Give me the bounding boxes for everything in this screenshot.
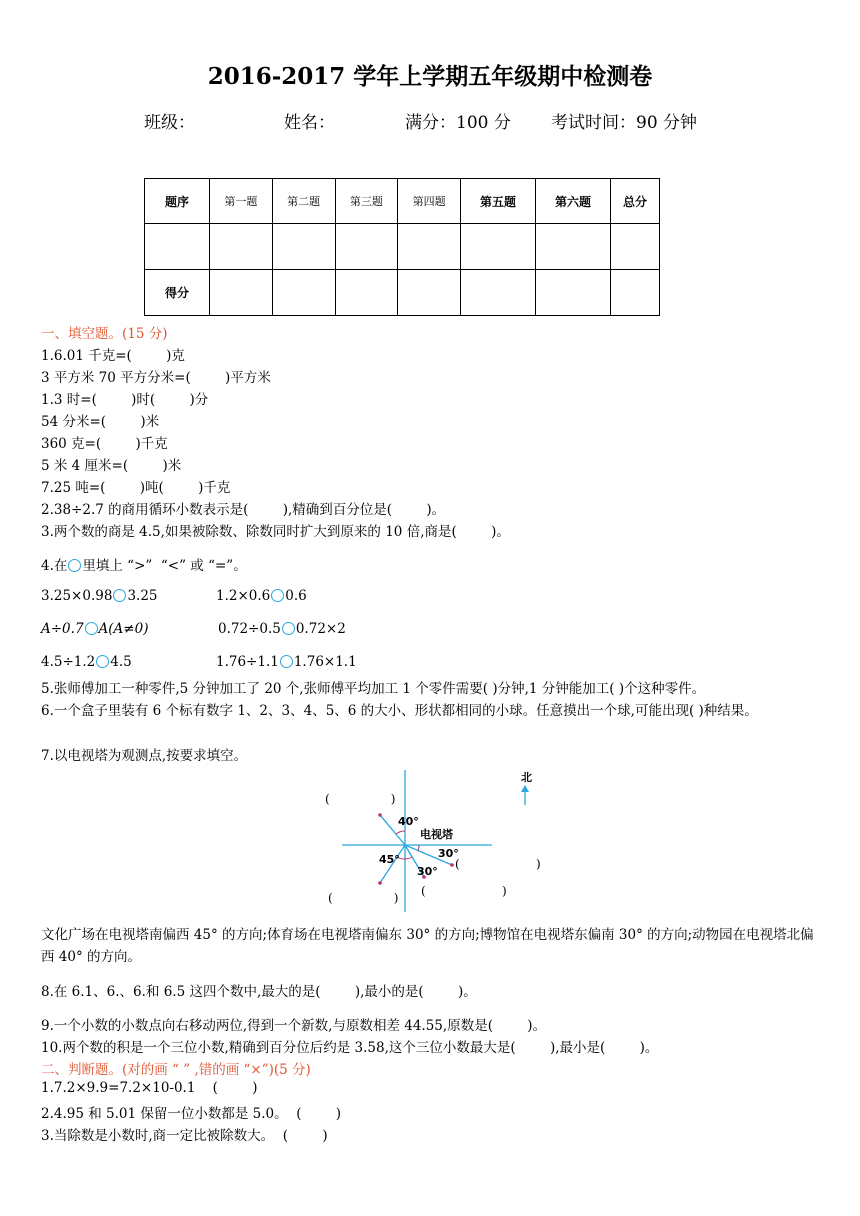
question-line: 1.6.01 千克=( )克 xyxy=(41,348,185,364)
exam-time: 考试时间：90 分钟 xyxy=(551,113,698,133)
score-row-label: 得分 xyxy=(145,270,210,316)
blank-south-east: ( ) xyxy=(421,884,507,898)
point-sw xyxy=(378,881,382,885)
full-score: 满分：100 分 xyxy=(405,113,511,133)
arc-s-east xyxy=(405,857,412,859)
section1-heading: 一、填空题。(15 分) xyxy=(41,326,168,342)
question-8: 8.在 6.1、6.、6.和 6.5 这四个数中,最大的是( ),最小的是( )。 xyxy=(41,984,477,1000)
arc-es xyxy=(418,845,419,851)
name-label: 姓名： xyxy=(284,113,335,133)
question-7-description: 文化广场在电视塔南偏西 45° 的方向;体育场在电视塔南偏东 30° 的方向;博物馆在电视塔东偏南 30° 的方向;动物园在电视塔北偏西 40° 的方向。 xyxy=(41,927,814,965)
compare-item: A÷0.7 A(A≠0) xyxy=(41,621,149,637)
blank-sw: ( ) xyxy=(328,891,399,905)
question-line: 54 分米=( )米 xyxy=(41,414,160,430)
label-angle-sw: 45° xyxy=(379,853,400,866)
question-2: 2.38÷2.7 的商用循环小数表示是( ),精确到百分位是( )。 xyxy=(41,502,446,518)
blank-nw: ( ) xyxy=(325,792,396,806)
score-table xyxy=(144,178,660,316)
label-angle-nw: 40° xyxy=(398,815,419,828)
question-line: 360 克=( )千克 xyxy=(41,436,168,452)
question-line: 7.25 吨=( )吨( )千克 xyxy=(41,480,231,496)
compare-circle-icon xyxy=(68,559,81,572)
compare-circle-icon[interactable] xyxy=(85,622,98,635)
question-3: 3.两个数的商是 4.5,如果被除数、除数同时扩大到原来的 10 倍,商是( )。 xyxy=(41,524,510,540)
table-header: 题序 xyxy=(145,179,210,224)
question-5: 5.张师傅加工一种零件,5 分钟加工了 20 个,张师傅平均加工 1 个零件需要( )分钟,1 分钟能加工( )个这种零件。 xyxy=(41,681,706,697)
label-angle-es: 30° xyxy=(438,847,459,860)
label-north: 北 xyxy=(521,771,532,784)
blank-east: ( ) xyxy=(455,857,541,871)
compare-item: 0.72÷0.5 0.72×2 xyxy=(218,621,346,637)
table-header: 第一题 xyxy=(210,179,273,224)
question-line: 1.3 时=( )时( )分 xyxy=(41,392,209,408)
table-header: 第六题 xyxy=(536,179,611,224)
question-6: 6.一个盒子里装有 6 个标有数字 1、2、3、4、5、6 的大小、形状都相同的小球。任意摸出一个球,可能出现( )种结果。 xyxy=(41,703,758,719)
judge-item: 2.4.95 和 5.01 保留一位小数都是 5.0。 ( ) xyxy=(41,1106,342,1122)
point-e-south xyxy=(450,863,454,867)
table-header: 第二题 xyxy=(272,179,335,224)
compare-circle-icon[interactable] xyxy=(96,655,109,668)
direction-diagram xyxy=(300,765,560,915)
question-line: 3 平方米 70 平方分米=( )平方米 xyxy=(41,370,271,386)
question-line: 5 米 4 厘米=( )米 xyxy=(41,458,182,474)
arc-nw xyxy=(396,831,405,834)
question-9: 9.一个小数的小数点向右移动两位,得到一个新数,与原数相差 44.55,原数是( )。 xyxy=(41,1018,547,1034)
compare-circle-icon[interactable] xyxy=(282,622,295,635)
class-label: 班级： xyxy=(144,113,195,133)
point-nw xyxy=(378,813,382,817)
table-header: 第四题 xyxy=(398,179,461,224)
section2-heading: 二、判断题。(对的画 “ ” ,错的画 “×”)(5 分) xyxy=(41,1062,311,1078)
judge-item: 1.7.2×9.9=7.2×10-0.1 ( ) xyxy=(41,1080,258,1096)
compare-item: 3.25×0.98 3.25 xyxy=(41,588,158,604)
label-center: 电视塔 xyxy=(420,828,453,841)
question-7: 7.以电视塔为观测点,按要求填空。 xyxy=(41,748,248,764)
compare-item: 1.76÷1.1 1.76×1.1 xyxy=(216,654,357,670)
question-4: 4.在 里填上 “>” “<” 或 “=”。 xyxy=(41,558,247,574)
label-angle-s-east: 30° xyxy=(417,865,438,878)
table-header: 第五题 xyxy=(461,179,536,224)
page-title: 2016-2017 学年上学期五年级期中检测卷 xyxy=(207,63,653,90)
compare-item: 4.5÷1.2 4.5 xyxy=(41,654,132,670)
table-header: 总分 xyxy=(611,179,660,224)
compare-circle-icon[interactable] xyxy=(271,589,284,602)
compare-circle-icon[interactable] xyxy=(113,589,126,602)
table-header: 第三题 xyxy=(335,179,398,224)
question-10: 10.两个数的积是一个三位小数,精确到百分位后约是 3.58,这个三位小数最大是( ),最小是( )。 xyxy=(41,1040,659,1056)
judge-item: 3.当除数是小数时,商一定比被除数大。 ( ) xyxy=(41,1128,328,1144)
compare-circle-icon[interactable] xyxy=(280,655,293,668)
compare-item: 1.2×0.6 0.6 xyxy=(216,588,307,604)
